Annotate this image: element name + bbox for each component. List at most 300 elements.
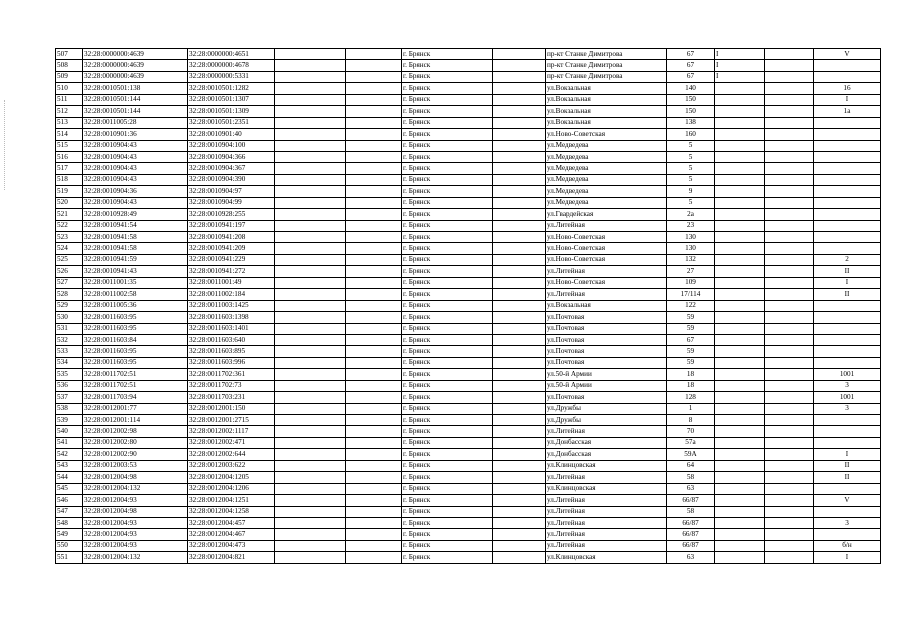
- empty-cell: [493, 540, 546, 551]
- empty-cell: [765, 94, 814, 105]
- building-mark-cell: [715, 460, 765, 471]
- table-row: [56, 71, 881, 82]
- empty-cell: [275, 266, 346, 277]
- street-cell: ул.Медведева: [546, 163, 667, 174]
- cadastral-object-cell: 32:28:0010904:367: [188, 163, 275, 174]
- table-row: [56, 495, 881, 506]
- cadastral-block-cell: 32:28:0011703:94: [83, 392, 188, 403]
- street-cell: ул.Почтовая: [546, 334, 667, 345]
- city-cell: г. Брянск: [402, 403, 493, 414]
- empty-cell: [346, 163, 402, 174]
- cadastral-object-cell: 32:28:0011001:49: [188, 277, 275, 288]
- table-row: [56, 449, 881, 460]
- row-number-cell: 533: [56, 346, 83, 357]
- empty-cell: [765, 106, 814, 117]
- table-row: [56, 129, 881, 140]
- row-number-cell: 524: [56, 243, 83, 254]
- street-cell: ул.Медведева: [546, 186, 667, 197]
- street-cell: ул.Гвардейская: [546, 209, 667, 220]
- row-number-cell: 519: [56, 186, 83, 197]
- empty-cell: [346, 460, 402, 471]
- cadastral-block-cell: 32:28:0010941:43: [83, 266, 188, 277]
- row-number-cell: 532: [56, 334, 83, 345]
- cadastral-object-cell: 32:28:0011603:640: [188, 334, 275, 345]
- table-row: [56, 186, 881, 197]
- cadastral-block-cell: 32:28:0012002:98: [83, 426, 188, 437]
- building-mark-cell: [715, 380, 765, 391]
- apartment-cell: [814, 437, 881, 448]
- empty-cell: [346, 266, 402, 277]
- cadastral-block-cell: 32:28:0010904:43: [83, 140, 188, 151]
- row-number-cell: 548: [56, 517, 83, 528]
- building-mark-cell: [715, 415, 765, 426]
- street-cell: ул.Ново-Советская: [546, 232, 667, 243]
- empty-cell: [275, 277, 346, 288]
- cadastral-object-cell: 32:28:0010904:100: [188, 140, 275, 151]
- cadastral-object-cell: 32:28:0011603:1398: [188, 312, 275, 323]
- empty-cell: [275, 60, 346, 71]
- empty-cell: [765, 346, 814, 357]
- table-row: [56, 163, 881, 174]
- empty-cell: [346, 517, 402, 528]
- city-cell: г. Брянск: [402, 71, 493, 82]
- city-cell: г. Брянск: [402, 369, 493, 380]
- cadastral-block-cell: 32:28:0010941:58: [83, 243, 188, 254]
- row-number-cell: 514: [56, 129, 83, 140]
- table-row: [56, 220, 881, 231]
- empty-cell: [346, 540, 402, 551]
- row-number-cell: 525: [56, 254, 83, 265]
- building-mark-cell: [715, 129, 765, 140]
- apartment-cell: II: [814, 289, 881, 300]
- empty-cell: [346, 151, 402, 162]
- street-cell: ул.Почтовая: [546, 357, 667, 368]
- cadastral-block-cell: 32:28:0011603:84: [83, 334, 188, 345]
- row-number-cell: 542: [56, 449, 83, 460]
- row-number-cell: 509: [56, 71, 83, 82]
- empty-cell: [765, 117, 814, 128]
- cadastral-block-cell: 32:28:0011001:35: [83, 277, 188, 288]
- apartment-cell: II: [814, 266, 881, 277]
- building-mark-cell: [715, 186, 765, 197]
- building-mark-cell: I: [715, 49, 765, 60]
- apartment-cell: 1a: [814, 106, 881, 117]
- street-cell: ул.Ново-Советская: [546, 277, 667, 288]
- cadastral-object-cell: 32:28:0011703:231: [188, 392, 275, 403]
- city-cell: г. Брянск: [402, 460, 493, 471]
- cadastral-object-cell: 32:28:0010941:197: [188, 220, 275, 231]
- house-number-cell: 67: [667, 60, 715, 71]
- cadastral-block-cell: 32:28:0000000:4639: [83, 60, 188, 71]
- city-cell: г. Брянск: [402, 106, 493, 117]
- apartment-cell: [814, 426, 881, 437]
- empty-cell: [275, 186, 346, 197]
- cadastral-block-cell: 32:28:0011702:51: [83, 380, 188, 391]
- apartment-cell: 2: [814, 254, 881, 265]
- row-number-cell: 528: [56, 289, 83, 300]
- row-number-cell: 530: [56, 312, 83, 323]
- cadastral-object-cell: 32:28:0012002:1117: [188, 426, 275, 437]
- empty-cell: [493, 232, 546, 243]
- city-cell: г. Брянск: [402, 197, 493, 208]
- apartment-cell: [814, 415, 881, 426]
- building-mark-cell: [715, 220, 765, 231]
- table-row: [56, 197, 881, 208]
- city-cell: г. Брянск: [402, 346, 493, 357]
- city-cell: г. Брянск: [402, 83, 493, 94]
- empty-cell: [765, 460, 814, 471]
- apartment-cell: V: [814, 495, 881, 506]
- empty-cell: [493, 289, 546, 300]
- apartment-cell: 3: [814, 517, 881, 528]
- cadastral-block-cell: 32:28:0010501:144: [83, 106, 188, 117]
- cadastral-block-cell: 32:28:0012004:93: [83, 540, 188, 551]
- city-cell: г. Брянск: [402, 289, 493, 300]
- empty-cell: [346, 357, 402, 368]
- empty-cell: [275, 117, 346, 128]
- street-cell: ул.Донбасская: [546, 449, 667, 460]
- empty-cell: [765, 83, 814, 94]
- empty-cell: [765, 495, 814, 506]
- cadastral-object-cell: 32:28:0010941:208: [188, 232, 275, 243]
- empty-cell: [346, 117, 402, 128]
- street-cell: ул.Литейная: [546, 426, 667, 437]
- cadastral-object-cell: 32:28:0000000:4678: [188, 60, 275, 71]
- cadastral-object-cell: 32:28:0010904:99: [188, 197, 275, 208]
- house-number-cell: 17/114: [667, 289, 715, 300]
- street-cell: ул.Вокзальная: [546, 106, 667, 117]
- empty-cell: [765, 254, 814, 265]
- empty-cell: [275, 151, 346, 162]
- building-mark-cell: [715, 472, 765, 483]
- house-number-cell: 5: [667, 197, 715, 208]
- registry-table-body: [56, 49, 881, 564]
- empty-cell: [493, 254, 546, 265]
- street-cell: ул.Почтовая: [546, 312, 667, 323]
- cadastral-block-cell: 32:28:0012004:98: [83, 472, 188, 483]
- street-cell: ул.Литейная: [546, 540, 667, 551]
- empty-cell: [275, 71, 346, 82]
- cadastral-block-cell: 32:28:0012001:77: [83, 403, 188, 414]
- empty-cell: [765, 266, 814, 277]
- apartment-cell: [814, 151, 881, 162]
- building-mark-cell: [715, 334, 765, 345]
- empty-cell: [275, 392, 346, 403]
- building-mark-cell: [715, 277, 765, 288]
- street-cell: ул.Литейная: [546, 529, 667, 540]
- empty-cell: [765, 163, 814, 174]
- empty-cell: [275, 540, 346, 551]
- building-mark-cell: [715, 163, 765, 174]
- cadastral-block-cell: 32:28:0010501:144: [83, 94, 188, 105]
- empty-cell: [493, 552, 546, 563]
- row-number-cell: 538: [56, 403, 83, 414]
- cadastral-block-cell: 32:28:0011002:58: [83, 289, 188, 300]
- building-mark-cell: [715, 140, 765, 151]
- table-row: [56, 60, 881, 71]
- cadastral-object-cell: 32:28:0011702:73: [188, 380, 275, 391]
- house-number-cell: 18: [667, 369, 715, 380]
- empty-cell: [346, 346, 402, 357]
- empty-cell: [346, 449, 402, 460]
- empty-cell: [493, 415, 546, 426]
- table-row: [56, 369, 881, 380]
- street-cell: ул.50-й Армии: [546, 369, 667, 380]
- building-mark-cell: [715, 552, 765, 563]
- apartment-cell: [814, 209, 881, 220]
- empty-cell: [346, 426, 402, 437]
- empty-cell: [275, 472, 346, 483]
- empty-cell: [765, 472, 814, 483]
- building-mark-cell: [715, 243, 765, 254]
- house-number-cell: 128: [667, 392, 715, 403]
- cadastral-block-cell: 32:28:0011005:28: [83, 117, 188, 128]
- empty-cell: [346, 300, 402, 311]
- building-mark-cell: [715, 232, 765, 243]
- empty-cell: [275, 506, 346, 517]
- empty-cell: [493, 483, 546, 494]
- house-number-cell: 63: [667, 552, 715, 563]
- apartment-cell: I: [814, 94, 881, 105]
- table-row: [56, 517, 881, 528]
- street-cell: ул.Дружбы: [546, 415, 667, 426]
- building-mark-cell: [715, 174, 765, 185]
- building-mark-cell: [715, 151, 765, 162]
- city-cell: г. Брянск: [402, 94, 493, 105]
- street-cell: ул.Вокзальная: [546, 83, 667, 94]
- house-number-cell: 150: [667, 94, 715, 105]
- city-cell: г. Брянск: [402, 151, 493, 162]
- city-cell: г. Брянск: [402, 300, 493, 311]
- building-mark-cell: [715, 483, 765, 494]
- table-row: [56, 300, 881, 311]
- empty-cell: [765, 437, 814, 448]
- property-registry-table: [55, 48, 881, 564]
- city-cell: г. Брянск: [402, 49, 493, 60]
- building-mark-cell: [715, 449, 765, 460]
- building-mark-cell: [715, 312, 765, 323]
- building-mark-cell: [715, 346, 765, 357]
- city-cell: г. Брянск: [402, 243, 493, 254]
- row-number-cell: 518: [56, 174, 83, 185]
- empty-cell: [346, 232, 402, 243]
- empty-cell: [765, 71, 814, 82]
- empty-cell: [275, 357, 346, 368]
- cadastral-block-cell: 32:28:0011702:51: [83, 369, 188, 380]
- house-number-cell: 27: [667, 266, 715, 277]
- row-number-cell: 541: [56, 437, 83, 448]
- city-cell: г. Брянск: [402, 254, 493, 265]
- cadastral-object-cell: 32:28:0012002:471: [188, 437, 275, 448]
- building-mark-cell: [715, 83, 765, 94]
- empty-cell: [765, 174, 814, 185]
- apartment-cell: V: [814, 49, 881, 60]
- city-cell: г. Брянск: [402, 483, 493, 494]
- table-row: [56, 529, 881, 540]
- row-number-cell: 508: [56, 60, 83, 71]
- table-row: [56, 151, 881, 162]
- empty-cell: [493, 277, 546, 288]
- empty-cell: [346, 71, 402, 82]
- cadastral-block-cell: 32:28:0012004:132: [83, 483, 188, 494]
- empty-cell: [493, 460, 546, 471]
- empty-cell: [275, 312, 346, 323]
- table-row: [56, 357, 881, 368]
- cadastral-block-cell: 32:28:0010904:43: [83, 197, 188, 208]
- row-number-cell: 515: [56, 140, 83, 151]
- empty-cell: [275, 323, 346, 334]
- house-number-cell: 1: [667, 403, 715, 414]
- cadastral-block-cell: 32:28:0011005:36: [83, 300, 188, 311]
- empty-cell: [346, 312, 402, 323]
- empty-cell: [275, 552, 346, 563]
- empty-cell: [493, 437, 546, 448]
- empty-cell: [765, 426, 814, 437]
- table-row: [56, 426, 881, 437]
- house-number-cell: 64: [667, 460, 715, 471]
- cadastral-block-cell: 32:28:0010904:43: [83, 174, 188, 185]
- empty-cell: [493, 449, 546, 460]
- cadastral-block-cell: 32:28:0011603:95: [83, 357, 188, 368]
- table-row: [56, 94, 881, 105]
- empty-cell: [493, 426, 546, 437]
- apartment-cell: 1001: [814, 392, 881, 403]
- table-row: [56, 209, 881, 220]
- house-number-cell: 66/87: [667, 495, 715, 506]
- empty-cell: [493, 117, 546, 128]
- apartment-cell: [814, 117, 881, 128]
- street-cell: ул.Ново-Советская: [546, 243, 667, 254]
- empty-cell: [275, 449, 346, 460]
- row-number-cell: 529: [56, 300, 83, 311]
- city-cell: г. Брянск: [402, 174, 493, 185]
- empty-cell: [765, 60, 814, 71]
- empty-cell: [765, 529, 814, 540]
- apartment-cell: [814, 71, 881, 82]
- empty-cell: [765, 129, 814, 140]
- empty-cell: [346, 49, 402, 60]
- apartment-cell: 3: [814, 380, 881, 391]
- cadastral-object-cell: 32:28:0012004:457: [188, 517, 275, 528]
- city-cell: г. Брянск: [402, 186, 493, 197]
- street-cell: пр-кт Станке Димитрова: [546, 71, 667, 82]
- row-number-cell: 549: [56, 529, 83, 540]
- empty-cell: [765, 392, 814, 403]
- empty-cell: [765, 540, 814, 551]
- cadastral-object-cell: 32:28:0010904:390: [188, 174, 275, 185]
- row-number-cell: 522: [56, 220, 83, 231]
- cadastral-block-cell: 32:28:0010941:59: [83, 254, 188, 265]
- house-number-cell: 67: [667, 334, 715, 345]
- cadastral-block-cell: 32:28:0000000:4639: [83, 71, 188, 82]
- row-number-cell: 537: [56, 392, 83, 403]
- empty-cell: [765, 151, 814, 162]
- house-number-cell: 9: [667, 186, 715, 197]
- empty-cell: [275, 129, 346, 140]
- street-cell: ул.Литейная: [546, 472, 667, 483]
- apartment-cell: [814, 334, 881, 345]
- row-number-cell: 511: [56, 94, 83, 105]
- empty-cell: [275, 403, 346, 414]
- row-number-cell: 512: [56, 106, 83, 117]
- empty-cell: [765, 300, 814, 311]
- empty-cell: [275, 495, 346, 506]
- table-row: [56, 266, 881, 277]
- house-number-cell: 70: [667, 426, 715, 437]
- empty-cell: [765, 483, 814, 494]
- empty-cell: [346, 529, 402, 540]
- building-mark-cell: [715, 369, 765, 380]
- empty-cell: [346, 380, 402, 391]
- apartment-cell: I: [814, 449, 881, 460]
- empty-cell: [493, 529, 546, 540]
- building-mark-cell: [715, 403, 765, 414]
- empty-cell: [493, 357, 546, 368]
- cadastral-object-cell: 32:28:0010904:97: [188, 186, 275, 197]
- cadastral-object-cell: 32:28:0011603:1401: [188, 323, 275, 334]
- empty-cell: [493, 174, 546, 185]
- empty-cell: [346, 289, 402, 300]
- empty-cell: [493, 163, 546, 174]
- street-cell: пр-кт Станке Димитрова: [546, 49, 667, 60]
- apartment-cell: [814, 346, 881, 357]
- cadastral-object-cell: 32:28:0012004:1206: [188, 483, 275, 494]
- empty-cell: [346, 369, 402, 380]
- table-row: [56, 243, 881, 254]
- table-row: [56, 83, 881, 94]
- table-row: [56, 277, 881, 288]
- apartment-cell: [814, 140, 881, 151]
- empty-cell: [275, 300, 346, 311]
- cadastral-block-cell: 32:28:0010904:43: [83, 151, 188, 162]
- street-cell: ул.Медведева: [546, 197, 667, 208]
- house-number-cell: 2a: [667, 209, 715, 220]
- house-number-cell: 59: [667, 346, 715, 357]
- building-mark-cell: [715, 289, 765, 300]
- cadastral-object-cell: 32:28:0010941:209: [188, 243, 275, 254]
- cadastral-object-cell: 32:28:0000000:4651: [188, 49, 275, 60]
- empty-cell: [765, 323, 814, 334]
- empty-cell: [493, 380, 546, 391]
- building-mark-cell: [715, 437, 765, 448]
- document-sheet: [55, 48, 881, 564]
- empty-cell: [275, 106, 346, 117]
- building-mark-cell: [715, 495, 765, 506]
- street-cell: ул.Медведева: [546, 140, 667, 151]
- table-row: [56, 312, 881, 323]
- empty-cell: [346, 437, 402, 448]
- empty-cell: [493, 506, 546, 517]
- empty-cell: [346, 495, 402, 506]
- street-cell: ул.Почтовая: [546, 323, 667, 334]
- table-row: [56, 506, 881, 517]
- street-cell: ул.Дружбы: [546, 403, 667, 414]
- city-cell: г. Брянск: [402, 495, 493, 506]
- empty-cell: [765, 506, 814, 517]
- cadastral-object-cell: 32:28:0012002:644: [188, 449, 275, 460]
- table-row: [56, 483, 881, 494]
- row-number-cell: 540: [56, 426, 83, 437]
- city-cell: г. Брянск: [402, 380, 493, 391]
- empty-cell: [275, 415, 346, 426]
- apartment-cell: [814, 163, 881, 174]
- empty-cell: [275, 369, 346, 380]
- empty-cell: [765, 289, 814, 300]
- house-number-cell: 5: [667, 140, 715, 151]
- empty-cell: [275, 232, 346, 243]
- empty-cell: [275, 517, 346, 528]
- street-cell: ул.Почтовая: [546, 346, 667, 357]
